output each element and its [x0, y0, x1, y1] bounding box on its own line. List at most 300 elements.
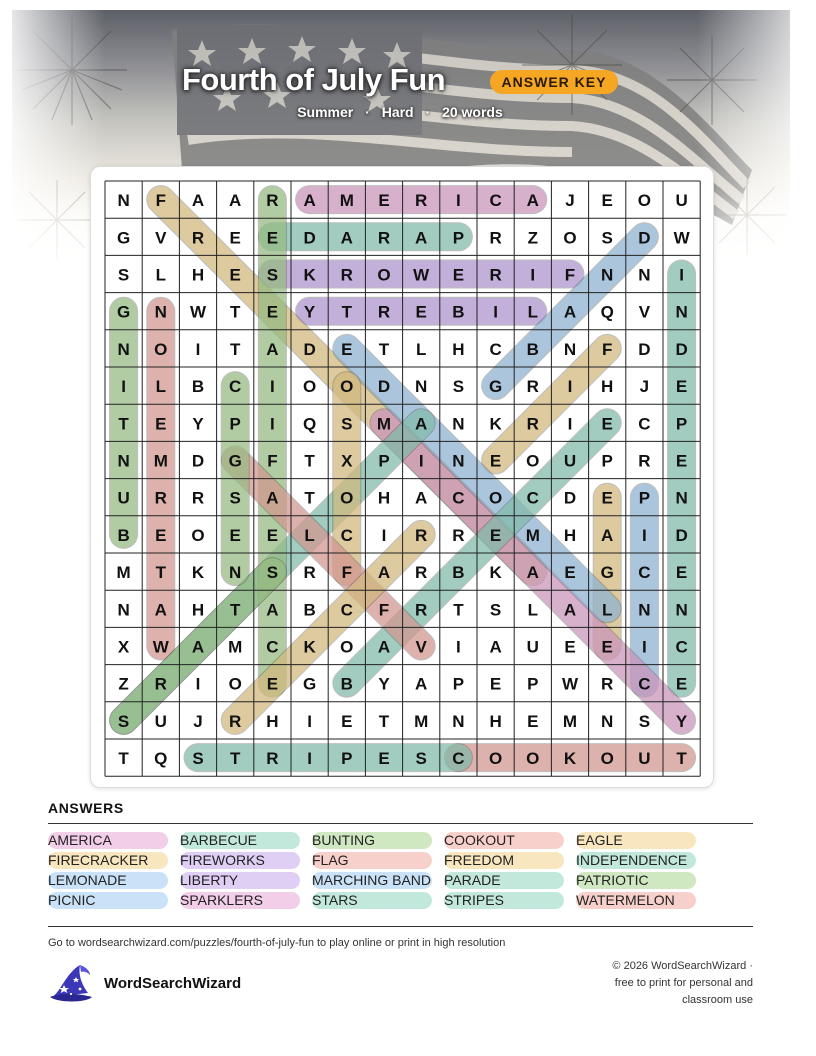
grid-letter: L: [527, 302, 538, 322]
grid-letter: Y: [675, 711, 688, 731]
answer-word: [576, 891, 675, 909]
grid-letter: I: [567, 414, 573, 434]
grid-letter: N: [117, 191, 130, 211]
grid-letter: R: [154, 674, 167, 694]
answer-word: [576, 831, 623, 849]
grid-letter: T: [676, 749, 687, 769]
answer-word-text: SPARKLERS: [180, 892, 263, 908]
grid-letter: E: [229, 265, 241, 285]
grid-letter: T: [230, 339, 241, 359]
grid-letter: E: [564, 637, 576, 657]
grid-letter: P: [229, 414, 241, 434]
answer-word: [444, 831, 515, 849]
grid-letter: P: [341, 749, 353, 769]
grid-letter: C: [452, 488, 465, 508]
grid-letter: B: [340, 674, 353, 694]
grid-letter: R: [638, 451, 651, 471]
grid-letter: N: [452, 414, 465, 434]
copyright-line: classroom use: [682, 994, 753, 1006]
grid-letter: Y: [378, 674, 390, 694]
answer-word-text: AMERICA: [48, 832, 112, 848]
grid-letter: E: [601, 414, 613, 434]
grid-letter: I: [307, 749, 312, 769]
grid-letter: J: [193, 711, 203, 731]
grid-letter: R: [489, 228, 502, 248]
grid-letter: N: [154, 302, 167, 322]
grid-letter: R: [415, 600, 428, 620]
answer-word: [576, 851, 687, 869]
grid-letter: O: [563, 228, 577, 248]
grid-letter: R: [377, 302, 391, 322]
grid-letter: A: [266, 488, 279, 508]
grid-letter: P: [601, 451, 613, 471]
grid-letter: E: [378, 749, 390, 769]
grid-letter: S: [341, 414, 353, 434]
grid-letter: R: [452, 525, 465, 545]
answers-heading: ANSWERS: [48, 800, 124, 816]
grid-letter: A: [377, 563, 391, 583]
grid-letter: O: [154, 339, 168, 359]
grid-letter: M: [153, 451, 168, 471]
grid-letter: S: [117, 265, 130, 285]
grid-letter: T: [230, 600, 241, 620]
grid-letter: V: [155, 228, 167, 248]
answer-word-text: COOKOUT: [444, 832, 515, 848]
grid-letter: G: [116, 302, 131, 322]
grid-letter: W: [561, 674, 579, 694]
grid-letter: R: [415, 563, 428, 583]
grid-letter: S: [452, 377, 465, 397]
answer-word-text: STARS: [312, 892, 358, 908]
word-search-grid: [91, 167, 713, 787]
grid-letter: B: [117, 525, 130, 545]
grid-letter: I: [567, 377, 573, 397]
footer-divider: [48, 926, 753, 927]
grid-letter: A: [191, 191, 205, 211]
grid-letter: S: [601, 228, 613, 248]
grid-letter: E: [155, 525, 167, 545]
answer-word: [312, 851, 349, 869]
grid-letter: E: [266, 228, 279, 248]
brand-name: WordSearchWizard: [104, 975, 242, 992]
grid-letter: R: [377, 228, 391, 248]
grid-letter: A: [229, 191, 242, 211]
grid-letter: R: [191, 488, 205, 508]
footer-url-text: Go to wordsearchwizard.com/puzzles/fourth-of-july-fun to play online or print in high resolution: [48, 937, 506, 949]
grid-letter: R: [415, 525, 428, 545]
grid-letter: O: [637, 191, 652, 211]
grid-letter: P: [378, 451, 390, 471]
grid-letter: Q: [154, 749, 168, 769]
grid-letter: E: [155, 414, 167, 434]
grid-letter: G: [600, 563, 614, 583]
grid-letter: E: [229, 525, 241, 545]
grid-letter: F: [155, 191, 166, 211]
grid-letter: C: [638, 674, 651, 694]
answer-word-text: EAGLE: [576, 832, 623, 848]
answer-word-text: PATRIOTIC: [576, 872, 649, 888]
grid-letter: G: [488, 377, 503, 397]
grid-letter: Z: [527, 228, 538, 248]
answer-word-text: FREEDOM: [444, 852, 514, 868]
grid-letter: O: [377, 265, 391, 285]
grid-letter: D: [303, 339, 316, 359]
grid-letter: U: [117, 488, 130, 508]
grid-letter: T: [304, 451, 315, 471]
grid-letter: E: [266, 674, 279, 694]
grid-letter: W: [152, 637, 169, 657]
answer-word: [48, 831, 112, 849]
grid-letter: T: [453, 600, 464, 620]
grid-letter: R: [266, 191, 279, 211]
grid-letter: W: [673, 228, 690, 248]
grid-letter: S: [229, 488, 241, 508]
grid-letter: V: [638, 302, 651, 322]
answer-word: [312, 871, 431, 889]
grid-letter: D: [675, 525, 688, 545]
grid-letter: B: [526, 339, 539, 359]
grid-letter: A: [340, 228, 353, 248]
grid-letter: R: [601, 674, 614, 694]
grid-letter: S: [489, 600, 502, 620]
grid-letter: Y: [303, 302, 316, 322]
grid-letter: A: [266, 600, 279, 620]
answer-word: [444, 891, 504, 909]
grid-letter: A: [415, 488, 428, 508]
grid-letter: A: [266, 339, 279, 359]
answer-word-text: INDEPENDENCE: [576, 852, 688, 868]
puzzle-meta: [0, 104, 800, 120]
grid-letter: Y: [192, 414, 204, 434]
grid-letter: G: [302, 674, 317, 694]
grid-letter: K: [303, 265, 316, 285]
grid-letter: E: [564, 563, 576, 583]
grid-letter: N: [601, 265, 614, 285]
meta-separator: ·: [425, 104, 431, 120]
grid-letter: C: [638, 414, 651, 434]
grid-letter: C: [340, 600, 353, 620]
grid-letter: I: [456, 637, 461, 657]
grid-letter: R: [415, 191, 428, 211]
grid-letter: D: [191, 451, 205, 471]
grid-letter: X: [117, 637, 130, 657]
grid-letter: R: [526, 414, 539, 434]
grid-letter: W: [413, 265, 430, 285]
answer-word-text: LEMONADE: [48, 872, 127, 888]
grid-letter: O: [526, 749, 540, 769]
grid-letter: S: [192, 749, 204, 769]
grid-letter: K: [563, 749, 577, 769]
answer-word-text: WATERMELON: [576, 892, 675, 908]
grid-letter: S: [415, 749, 427, 769]
grid-letter: J: [565, 191, 575, 211]
answer-word: [312, 891, 358, 909]
answer-word-text: PARADE: [444, 872, 501, 888]
grid-letter: L: [416, 339, 427, 359]
grid-letter: D: [377, 377, 391, 397]
grid-letter: E: [341, 339, 353, 359]
grid-letter: X: [341, 451, 353, 471]
grid-letter: N: [117, 451, 130, 471]
grid-letter: C: [489, 339, 502, 359]
grid-letter: I: [195, 674, 201, 694]
grid-letter: I: [679, 265, 684, 285]
grid-letter: M: [414, 711, 429, 731]
answer-word: [180, 871, 238, 889]
grid-letter: O: [526, 451, 540, 471]
grid-letter: I: [307, 711, 312, 731]
answer-word: [48, 871, 127, 889]
answer-word: [180, 831, 257, 849]
puzzle-card: [90, 166, 714, 788]
grid-letter: E: [675, 674, 688, 694]
grid-letter: A: [526, 191, 539, 211]
grid-letter: E: [229, 228, 241, 248]
grid-letter: S: [638, 711, 651, 731]
grid-letter: A: [303, 191, 316, 211]
copyright-text: [560, 958, 753, 1009]
grid-letter: F: [378, 600, 390, 620]
grid-letter: P: [452, 674, 465, 694]
grid-letter: N: [415, 377, 428, 397]
grid-letter: I: [381, 525, 387, 545]
answer-word: [312, 831, 375, 849]
grid-letter: C: [675, 637, 688, 657]
grid-letter: A: [563, 302, 577, 322]
grid-letter: T: [155, 563, 166, 583]
grid-letter: P: [452, 228, 465, 248]
grid-letter: K: [489, 563, 502, 583]
grid-letter: P: [527, 674, 539, 694]
grid-letter: C: [638, 563, 651, 583]
grid-letter: C: [526, 488, 539, 508]
grid-letter: M: [376, 414, 392, 434]
answer-word-text: MARCHING BAND: [312, 872, 432, 888]
grid-letter: E: [452, 265, 465, 285]
grid-letter: A: [191, 637, 205, 657]
grid-letter: D: [638, 228, 651, 248]
grid-letter: A: [563, 600, 577, 620]
grid-letter: C: [266, 637, 279, 657]
meta-theme: Summer: [297, 104, 354, 120]
wizard-hat-icon: [46, 963, 94, 1005]
grid-letter: U: [638, 749, 651, 769]
answer-word-text: STRIPES: [444, 892, 504, 908]
grid-letter: B: [303, 600, 316, 620]
grid-letter: O: [600, 749, 614, 769]
grid-letter: N: [638, 265, 651, 285]
grid-letter: C: [340, 525, 353, 545]
grid-letter: O: [340, 377, 354, 397]
grid-letter: I: [121, 377, 126, 397]
grid-letter: N: [229, 563, 242, 583]
grid-letter: N: [452, 451, 465, 471]
grid-letter: E: [489, 451, 502, 471]
grid-letter: N: [563, 339, 577, 359]
grid-letter: U: [563, 451, 577, 471]
grid-letter: P: [675, 414, 688, 434]
grid-letter: N: [117, 600, 130, 620]
grid-letter: T: [378, 339, 390, 359]
grid-letter: A: [601, 525, 614, 545]
answer-word: [180, 891, 263, 909]
grid-letter: N: [675, 302, 688, 322]
grid-letter: U: [675, 191, 688, 211]
grid-letter: M: [525, 525, 540, 545]
grid-letter: H: [191, 265, 205, 285]
grid-letter: M: [228, 637, 243, 657]
grid-letter: R: [526, 377, 539, 397]
answer-word-text: BARBECUE: [180, 832, 258, 848]
grid-letter: B: [452, 302, 465, 322]
grid-letter: E: [266, 302, 279, 322]
grid-letter: I: [642, 637, 647, 657]
grid-letter: S: [117, 711, 130, 731]
grid-letter: Z: [118, 674, 129, 694]
answer-word-text: FLAG: [312, 852, 349, 868]
grid-letter: B: [191, 377, 205, 397]
grid-letter: I: [493, 302, 498, 322]
grid-letter: D: [303, 228, 316, 248]
grid-letter: E: [675, 377, 688, 397]
grid-letter: H: [191, 600, 205, 620]
grid-letter: I: [270, 377, 275, 397]
grid-letter: R: [489, 265, 502, 285]
answer-key-badge: ANSWER KEY: [490, 70, 618, 94]
grid-letter: O: [228, 674, 242, 694]
meta-separator: ·: [365, 104, 370, 120]
copyright-line: free to print for personal and: [614, 977, 753, 989]
answer-word-text: FIREWORKS: [180, 852, 265, 868]
grid-letter: M: [339, 191, 354, 211]
grid-letter: A: [415, 414, 428, 434]
grid-letter: M: [562, 711, 578, 731]
grid-letter: A: [377, 637, 391, 657]
grid-letter: I: [642, 525, 647, 545]
grid-letter: T: [230, 302, 241, 322]
answers-divider: [48, 823, 753, 824]
grid-letter: E: [341, 711, 353, 731]
grid-letter: F: [564, 265, 576, 285]
grid-letter: I: [418, 451, 424, 471]
grid-letter: N: [452, 711, 465, 731]
grid-letter: V: [415, 637, 427, 657]
page-title: Fourth of July Fun: [182, 62, 446, 97]
grid-letter: E: [489, 525, 502, 545]
meta-difficulty: Hard: [381, 104, 414, 120]
answer-word: [444, 851, 514, 869]
grid-letter: R: [303, 563, 316, 583]
grid-letter: A: [415, 228, 428, 248]
answer-word: [48, 891, 95, 909]
answer-word: [48, 851, 148, 869]
grid-letter: N: [117, 339, 130, 359]
grid-letter: T: [341, 302, 352, 322]
grid-letter: D: [638, 339, 651, 359]
grid-letter: A: [154, 600, 167, 620]
grid-letter: O: [191, 525, 205, 545]
answer-word-text: PICNIC: [48, 892, 96, 908]
grid-letter: D: [675, 339, 688, 359]
grid-letter: M: [116, 563, 131, 583]
grid-letter: E: [601, 637, 613, 657]
grid-letter: N: [675, 488, 688, 508]
grid-letter: O: [340, 488, 354, 508]
grid-letter: C: [229, 377, 242, 397]
grid-letter: A: [526, 563, 539, 583]
grid-letter: E: [675, 563, 688, 583]
grid-letter: O: [302, 377, 317, 397]
grid-letter: E: [378, 191, 390, 211]
grid-letter: E: [415, 302, 427, 322]
copyright-line: © 2026 WordSearchWizard ·: [612, 960, 753, 972]
answer-word-text: BUNTING: [312, 832, 375, 848]
grid-letter: R: [191, 228, 205, 248]
grid-letter: L: [527, 600, 538, 620]
grid-letter: T: [378, 711, 390, 731]
grid-letter: W: [189, 302, 207, 322]
grid-letter: K: [191, 563, 205, 583]
grid-letter: R: [340, 265, 353, 285]
grid-letter: T: [304, 488, 315, 508]
grid-letter: U: [154, 711, 167, 731]
grid-letter: F: [267, 451, 278, 471]
grid-letter: H: [266, 711, 279, 731]
answer-word-text: LIBERTY: [180, 872, 239, 888]
grid-letter: B: [452, 563, 465, 583]
grid-letter: H: [489, 711, 502, 731]
answer-word-text: FIRECRACKER: [48, 852, 149, 868]
grid-letter: N: [675, 600, 688, 620]
answer-word: [576, 871, 649, 889]
grid-letter: H: [601, 377, 614, 397]
grid-letter: A: [489, 637, 502, 657]
grid-letter: E: [601, 488, 613, 508]
grid-letter: R: [229, 711, 242, 731]
grid-letter: C: [489, 191, 502, 211]
grid-letter: T: [118, 749, 129, 769]
grid-letter: S: [266, 563, 279, 583]
grid-letter: L: [155, 377, 166, 397]
grid-letter: J: [639, 377, 650, 397]
grid-letter: O: [340, 637, 354, 657]
grid-letter: U: [526, 637, 539, 657]
grid-letter: R: [266, 749, 279, 769]
grid-letter: L: [155, 265, 166, 285]
grid-letter: Q: [600, 302, 614, 322]
grid-letter: E: [489, 674, 502, 694]
grid-letter: P: [638, 488, 651, 508]
grid-letter: T: [230, 749, 241, 769]
grid-letter: N: [601, 711, 614, 731]
grid-letter: G: [116, 228, 131, 248]
grid-letter: O: [488, 488, 503, 508]
grid-letter: H: [377, 488, 391, 508]
grid-letter: H: [563, 525, 577, 545]
grid-letter: I: [195, 339, 201, 359]
answer-word: [444, 871, 501, 889]
meta-word-count: 20 words: [442, 104, 503, 120]
grid-letter: E: [601, 191, 613, 211]
grid-letter: K: [489, 414, 502, 434]
grid-letter: I: [270, 414, 275, 434]
grid-letter: E: [527, 711, 539, 731]
grid-letter: Q: [302, 414, 317, 434]
grid-letter: K: [303, 637, 316, 657]
grid-letter: H: [452, 339, 465, 359]
grid-letter: F: [602, 339, 613, 359]
grid-letter: L: [304, 525, 315, 545]
